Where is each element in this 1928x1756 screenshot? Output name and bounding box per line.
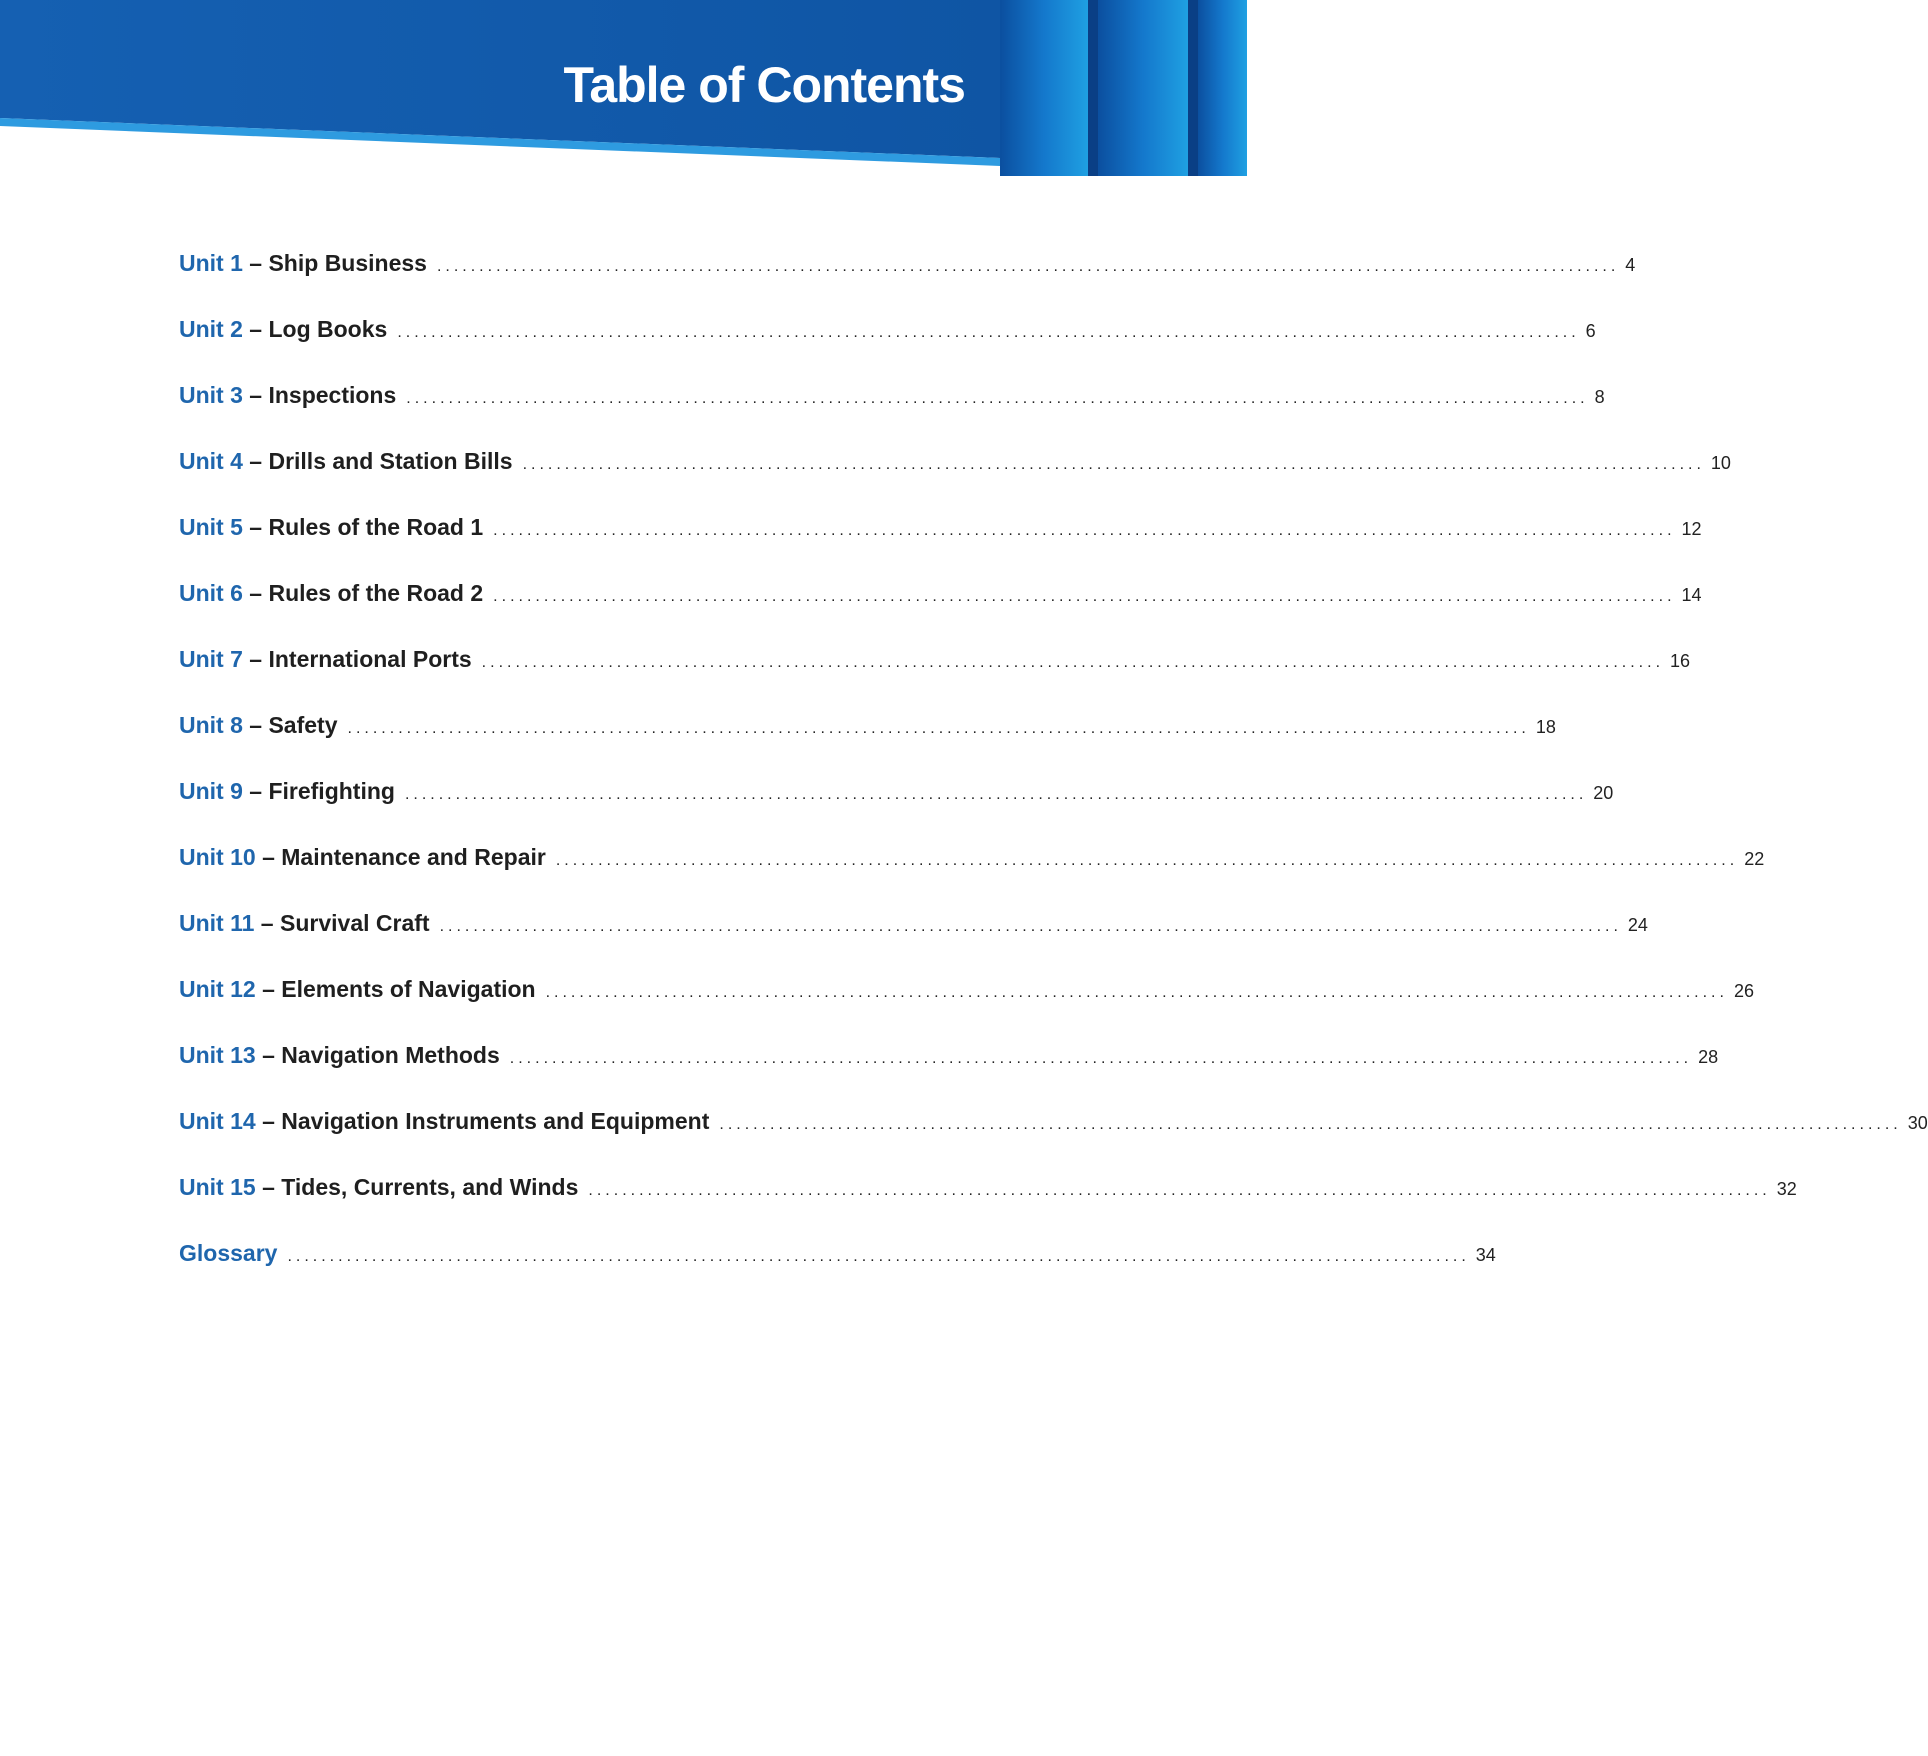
toc-entry-label: [179, 580, 483, 607]
toc-entry[interactable]: [179, 382, 1605, 448]
toc-unit-label: Unit 13: [179, 1042, 256, 1068]
toc-entry-label: [179, 712, 338, 739]
toc-unit-label: Unit 9: [179, 778, 243, 804]
toc-entry[interactable]: [179, 910, 1648, 976]
toc-entry-label: [179, 646, 472, 673]
toc-page-number: 28: [1698, 1047, 1719, 1067]
toc-page-number: 22: [1744, 849, 1765, 869]
toc-entry-label: [179, 316, 387, 343]
toc-dot-leader: ............................................................................................................................................: [287, 1248, 1470, 1265]
toc-entry-label: [179, 778, 395, 805]
toc-dot-leader: ............................................................................................................................................: [406, 390, 1589, 407]
toc-unit-label: Unit 4: [179, 448, 243, 474]
toc-dot-leader: ............................................................................................................................................: [404, 786, 1588, 803]
toc-dot-leader: ............................................................................................................................................: [436, 258, 1620, 275]
toc-unit-title: – Drills and Station Bills: [242, 448, 513, 474]
toc-unit-label: Unit 14: [179, 1108, 256, 1134]
toc-page-number: 24: [1627, 915, 1648, 935]
toc-dot-leader: ............................................................................................................................................: [397, 324, 1580, 341]
toc-unit-label: Unit 15: [179, 1174, 256, 1200]
toc-page-number: 6: [1585, 321, 1596, 341]
toc-entry[interactable]: [179, 580, 1702, 646]
toc-dot-leader: ............................................................................................................................................: [481, 654, 1665, 671]
toc-dot-leader: ............................................................................................................................................: [347, 720, 1530, 737]
toc-unit-label: Unit 11: [179, 910, 255, 936]
toc-entry[interactable]: [179, 646, 1691, 712]
header-band: [0, 0, 1247, 176]
page-title: Table of Contents: [563, 57, 965, 113]
toc-entry[interactable]: [179, 316, 1596, 382]
toc-entry[interactable]: [179, 976, 1754, 1042]
toc-entry-label: [179, 250, 427, 277]
toc-dot-leader: ............................................................................................................................................: [493, 588, 1676, 605]
toc-unit-title: – Rules of the Road 1: [242, 514, 484, 540]
toc-entry-label: [179, 382, 396, 409]
toc-unit-title: – Inspections: [242, 382, 397, 408]
toc-unit-label: Unit 1: [179, 250, 243, 276]
toc-entry[interactable]: [179, 250, 1636, 316]
toc-unit-label: Unit 12: [179, 976, 256, 1002]
toc-unit-label: Unit 3: [179, 382, 243, 408]
toc-unit-label: Unit 6: [179, 580, 243, 606]
toc-unit-title: – Rules of the Road 2: [242, 580, 484, 606]
toc-unit-title: – Maintenance and Repair: [255, 844, 546, 870]
toc-dot-leader: ............................................................................................................................................: [555, 852, 1739, 869]
toc-entry[interactable]: [179, 514, 1702, 580]
toc-entry[interactable]: [179, 778, 1614, 844]
toc-page-number: 16: [1670, 651, 1691, 671]
toc-unit-title: – Navigation Methods: [255, 1042, 500, 1068]
toc-entry-label: [179, 448, 513, 475]
toc-page-number: 26: [1733, 981, 1754, 1001]
toc-dot-leader: ............................................................................................................................................: [493, 522, 1676, 539]
toc-entry[interactable]: [179, 448, 1731, 514]
toc-entry-label: [179, 1108, 709, 1135]
toc-glossary-label: Glossary: [179, 1240, 278, 1266]
toc-dot-leader: ............................................................................................................................................: [588, 1182, 1771, 1199]
toc-unit-label: Unit 5: [179, 514, 243, 540]
toc-entry-label: [179, 1174, 578, 1201]
toc-list: [179, 250, 1928, 1306]
toc-entry-label: [179, 844, 546, 871]
toc-page-number: 34: [1475, 1245, 1496, 1265]
toc-unit-label: Unit 7: [179, 646, 243, 672]
toc-page-number: 8: [1594, 387, 1605, 407]
toc-entry-label: [179, 1240, 277, 1267]
toc-unit-title: – Navigation Instruments and Equipment: [255, 1108, 710, 1134]
toc-unit-title: – Tides, Currents, and Winds: [255, 1174, 579, 1200]
toc-entry[interactable]: [179, 712, 1556, 778]
toc-unit-title: – Elements of Navigation: [255, 976, 536, 1002]
toc-page-number: 10: [1710, 453, 1731, 473]
toc-entry-label: [179, 1042, 500, 1069]
toc-entry[interactable]: [179, 844, 1765, 910]
toc-page-number: 12: [1681, 519, 1702, 539]
toc-page-number: 18: [1535, 717, 1556, 737]
toc-unit-title: – Survival Craft: [254, 910, 430, 936]
toc-page-number: 30: [1907, 1113, 1928, 1133]
toc-unit-label: Unit 2: [179, 316, 243, 342]
toc-unit-title: – Firefighting: [242, 778, 395, 804]
toc-page-number: 20: [1593, 783, 1614, 803]
toc-dot-leader: ............................................................................................................................................: [719, 1116, 1902, 1133]
toc-unit-title: – Safety: [242, 712, 338, 738]
toc-unit-title: – International Ports: [242, 646, 472, 672]
toc-dot-leader: ............................................................................................................................................: [439, 918, 1622, 935]
toc-entry[interactable]: [179, 1108, 1928, 1174]
toc-unit-label: Unit 8: [179, 712, 243, 738]
toc-dot-leader: ............................................................................................................................................: [509, 1050, 1693, 1067]
toc-entry-label: [179, 976, 536, 1003]
toc-unit-title: – Ship Business: [242, 250, 427, 276]
toc-page-number: 32: [1776, 1179, 1797, 1199]
toc-unit-label: Unit 10: [179, 844, 256, 870]
toc-unit-title: – Log Books: [242, 316, 388, 342]
toc-entry-label: [179, 910, 430, 937]
toc-page-number: 14: [1681, 585, 1702, 605]
toc-dot-leader: ............................................................................................................................................: [522, 456, 1705, 473]
toc-entry[interactable]: [179, 1174, 1797, 1240]
toc-entry[interactable]: [179, 1042, 1719, 1108]
toc-entry-glossary[interactable]: [179, 1240, 1496, 1306]
toc-dot-leader: ............................................................................................................................................: [545, 984, 1728, 1001]
toc-entry-label: [179, 514, 483, 541]
toc-page-number: 4: [1625, 255, 1636, 275]
